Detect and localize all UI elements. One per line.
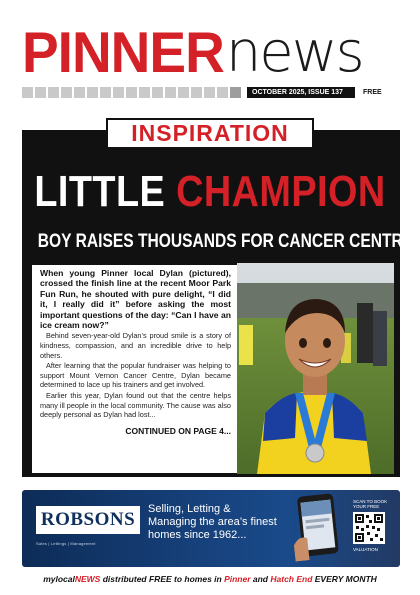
scan-text: SCAN TO BOOK YOUR FREE xyxy=(353,499,388,509)
footer-text: and xyxy=(250,574,271,584)
headline xyxy=(29,167,390,216)
footer-brand-mylocal: mylocal xyxy=(43,574,75,584)
masthead-news: news xyxy=(225,20,363,85)
subheadline: BOY RAISES THOUSANDS FOR CANCER CENTRE xyxy=(37,231,414,252)
advert-logo-sub: Sales | Lettings | Management xyxy=(36,541,96,546)
masthead-pinner: PINNER xyxy=(22,19,224,85)
advert-banner[interactable] xyxy=(22,490,400,567)
article-text xyxy=(32,265,237,473)
issue-label: OCTOBER 2025, ISSUE 137 xyxy=(247,87,355,98)
article-paragraph: Earlier this year, Dylan found out that the centre helps many ill people in the local community. The cause was also deeply personal as Dylan had lost... xyxy=(40,391,231,420)
advert-copy-line: Managing the area’s finest xyxy=(148,516,277,528)
article-lead: When young Pinner local Dylan (pictured), crossed the finish line at the recent Moor Park Fun Run, he shouted with pure delight, “I did it, I really did it” before asking the most important questions of the day: “Can I have an ice cream now?” xyxy=(40,268,231,331)
footer-brand-news: NEWS xyxy=(74,574,101,584)
headline-red: CHAMPION xyxy=(176,167,386,216)
section-tag-text: INSPIRATION xyxy=(131,120,289,146)
valuation-text: VALUATION xyxy=(353,547,378,552)
qr-code-icon[interactable] xyxy=(353,512,385,544)
decorative-squares xyxy=(22,87,241,98)
article-photo xyxy=(237,263,394,474)
phone-in-hand-icon xyxy=(289,490,348,561)
footer-brand xyxy=(43,574,100,584)
footer-place-hatch-end: Hatch End xyxy=(270,574,313,584)
advert-copy xyxy=(148,503,288,542)
section-tag xyxy=(106,118,314,149)
footer-text: EVERY MONTH xyxy=(312,574,377,584)
masthead xyxy=(22,18,400,85)
footer-line xyxy=(0,574,420,584)
headline-white: LITTLE xyxy=(34,167,166,216)
advert-logo xyxy=(36,506,140,534)
continued-link[interactable]: CONTINUED ON PAGE 4... xyxy=(125,425,231,436)
article-paragraph: After learning that the popular fundraiser was helping to support Mount Vernon Cancer Centre, Dylan became determined to lace up his trainers and get involved. xyxy=(40,361,231,390)
footer-place-pinner: Pinner xyxy=(224,574,251,584)
advert-copy-line: Selling, Letting & xyxy=(148,503,231,515)
advert-copy-line: homes since 1962... xyxy=(148,529,247,541)
photo-boy-with-medal xyxy=(237,263,394,474)
price-label: FREE xyxy=(359,87,382,98)
article-paragraph: Behind seven-year-old Dylan’s proud smile is a story of kindness, compassion, and an incredible drive to help others. xyxy=(40,331,231,360)
advert-logo-text: ROBSONS xyxy=(40,509,136,530)
issue-strip xyxy=(22,86,400,99)
footer-text: distributed FREE to homes in xyxy=(100,574,225,584)
